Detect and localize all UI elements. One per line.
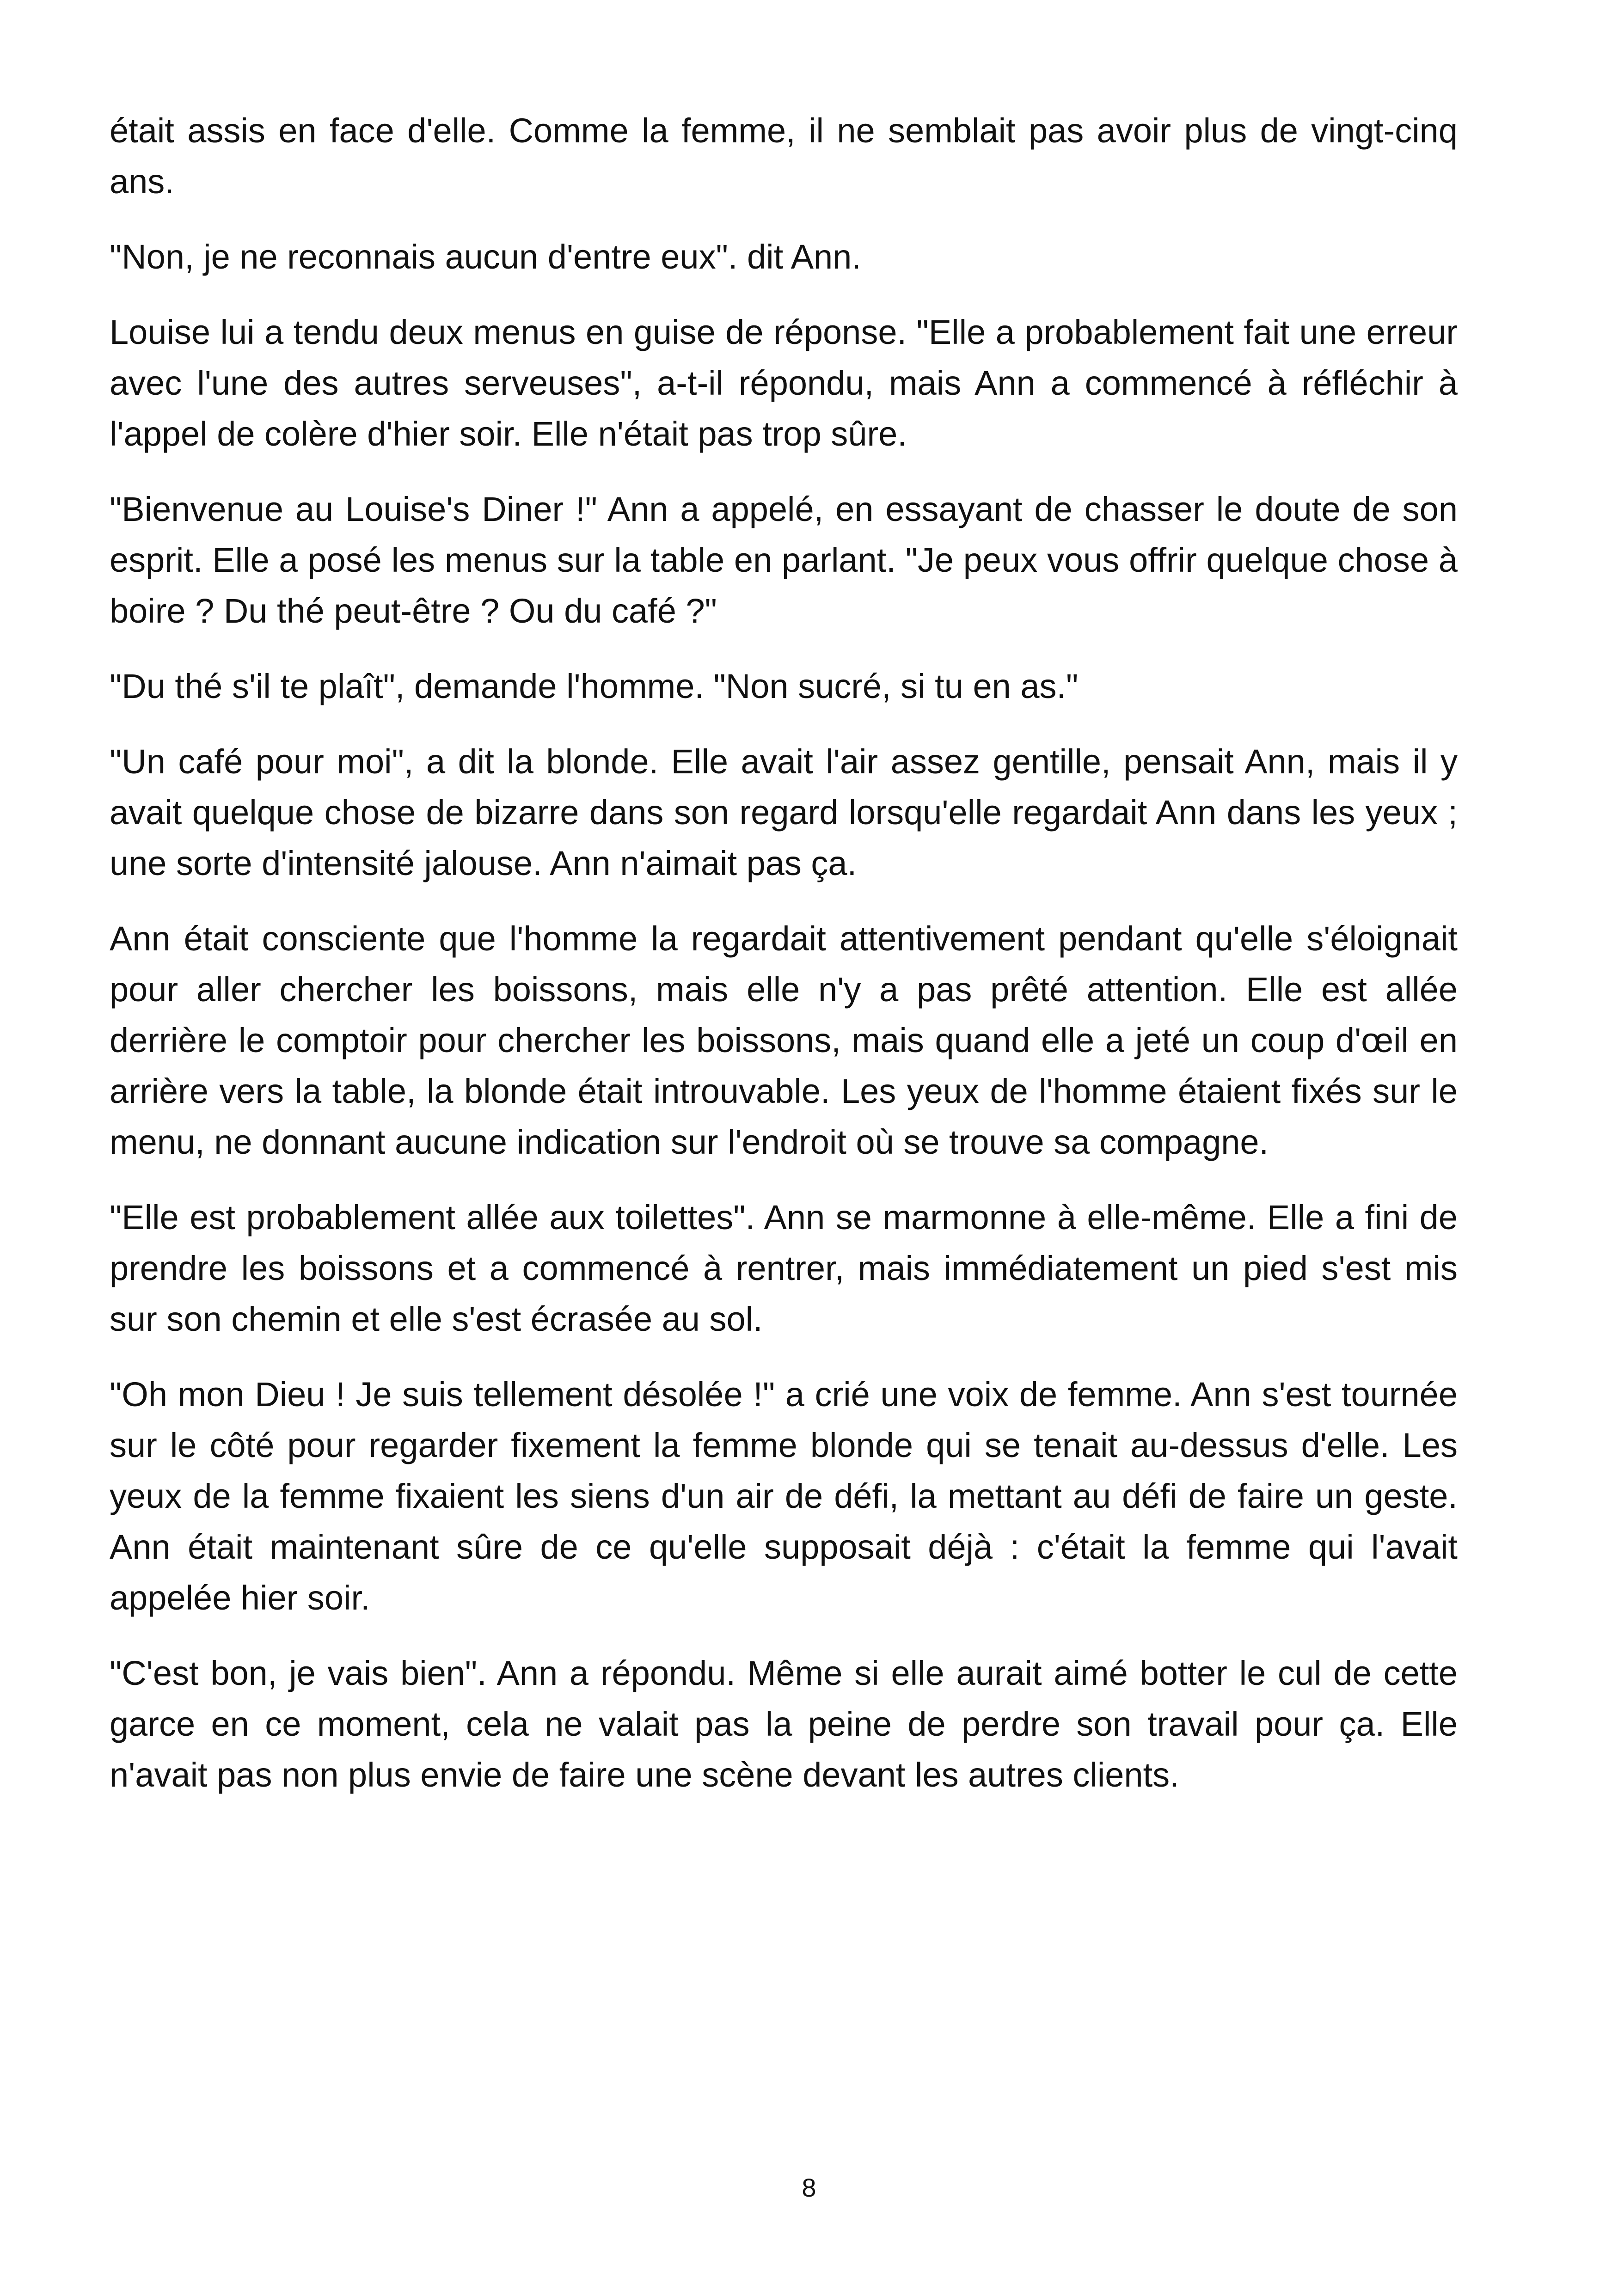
paragraph-2: "Non, je ne reconnais aucun d'entre eux". dit Ann. <box>110 238 861 276</box>
body-text <box>110 105 1458 1825</box>
paragraph-8: "Elle est probablement allée aux toilettes". Ann se marmonne à elle-même. Elle a fini de prendre les boissons et a commencé à rentrer, mais immédiatement un pied s'est mis sur son chemin et elle s'est écrasée au sol. <box>110 1198 1458 1338</box>
paragraph-1: était assis en face d'elle. Comme la femme, il ne semblait pas avoir plus de vingt-cinq ans. <box>110 111 1458 201</box>
paragraph-5: "Du thé s'il te plaît", demande l'homme. "Non sucré, si tu en as." <box>110 667 1079 705</box>
paragraph-10: "C'est bon, je vais bien". Ann a répondu. Même si elle aurait aimé botter le cul de cette garce en ce moment, cela ne valait pas la peine de perdre son travail pour ça. Elle n'avait pas non plus envie de faire une scène devant les autres clients. <box>110 1654 1458 1794</box>
page-number: 8 <box>802 2173 816 2202</box>
paragraph-3: Louise lui a tendu deux menus en guise de réponse. "Elle a probablement fait une erreur avec l'une des autres serveuses", a-t-il répondu, mais Ann a commencé à réfléchir à l'appel de colère d'hier soir. Elle n'était pas trop sûre. <box>110 313 1458 453</box>
paragraph-7: Ann était consciente que l'homme la regardait attentivement pendant qu'elle s'éloignait pour aller chercher les boissons, mais elle n'y a pas prêté attention. Elle est allée derrière le comptoir pour chercher les boissons, mais quand elle a jeté un coup d'œil en arrière vers la table, la blonde était introuvable. Les yeux de l'homme étaient fixés sur le menu, ne donnant aucune indication sur l'endroit où se trouve sa compagne. <box>110 919 1458 1161</box>
paragraph-9: "Oh mon Dieu ! Je suis tellement désolée !" a crié une voix de femme. Ann s'est tournée sur le côté pour regarder fixement la femme blonde qui se tenait au-dessus d'elle. Les yeux de la femme fixaient les siens d'un air de défi, la mettant au défi de faire un geste. Ann était maintenant sûre de ce qu'elle supposait déjà : c'était la femme qui l'avait appelée hier soir. <box>110 1375 1458 1617</box>
paragraph-6: "Un café pour moi", a dit la blonde. Elle avait l'air assez gentille, pensait Ann, mais il y avait quelque chose de bizarre dans son regard lorsqu'elle regardait Ann dans les yeux ; une sorte d'intensité jalouse. Ann n'aimait pas ça. <box>110 742 1458 882</box>
paragraph-4: "Bienvenue au Louise's Diner !" Ann a appelé, en essayant de chasser le doute de son esprit. Elle a posé les menus sur la table en parlant. "Je peux vous offrir quelque chose à boire ? Du thé peut-être ? Ou du café ?" <box>110 490 1458 630</box>
